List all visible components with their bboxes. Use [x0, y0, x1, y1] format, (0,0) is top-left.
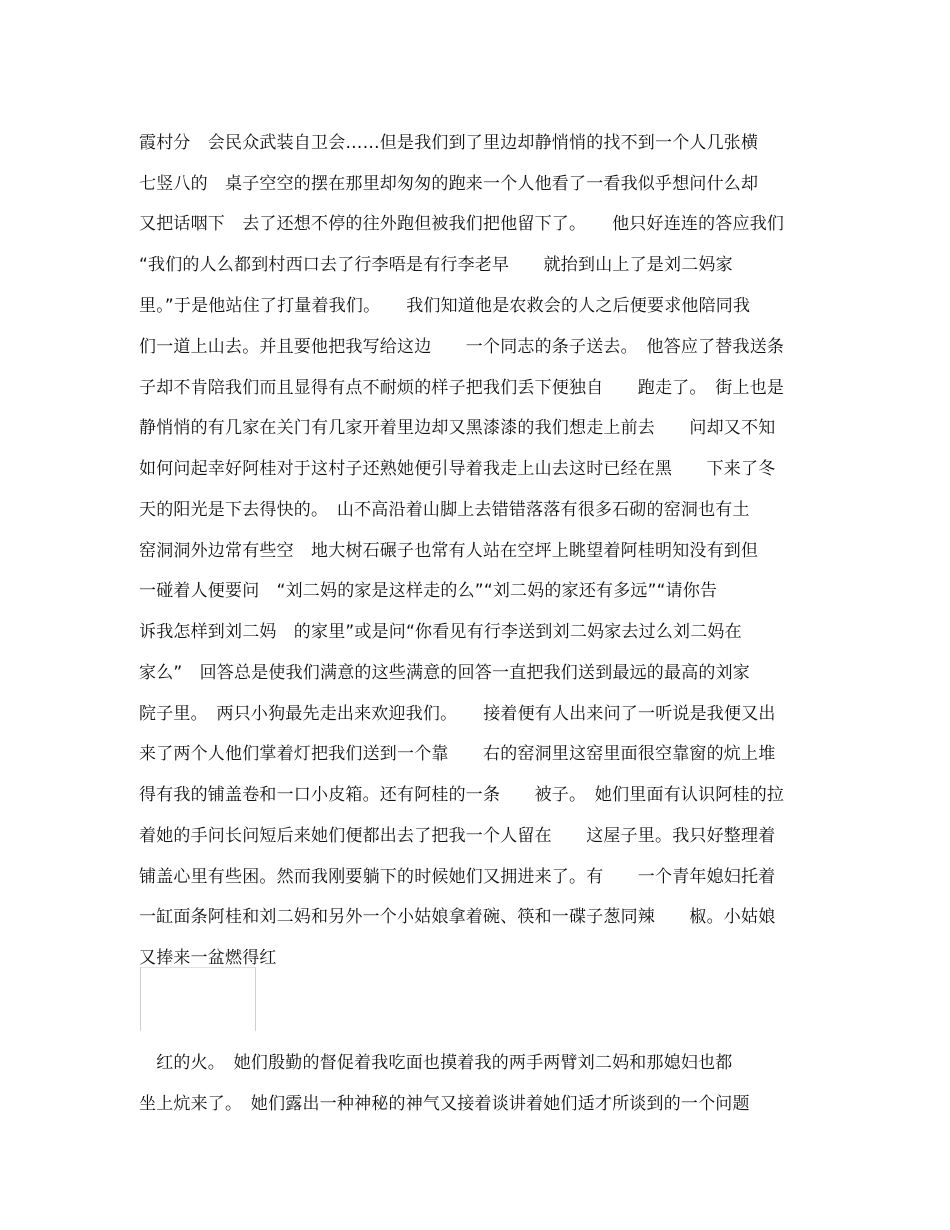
text-line: 一缸面条阿桂和刘二妈和另外一个小姑娘拿着碗、筷和一碟子葱同辣 椒。小姑娘 — [139, 907, 776, 927]
text-line: 铺盖心里有些困。然而我刚要躺下的时候她们又拥进来了。有 一个青年媳妇托着 — [139, 867, 776, 887]
text-line: 来了两个人他们掌着灯把我们送到一个靠 右的窑洞里这窑里面很空靠窗的炕上堆 — [139, 744, 776, 764]
text-line: 诉我怎样到刘二妈 的家里”或是问“你看见有行李送到刘二妈家去过么刘二妈在 — [139, 622, 742, 642]
text-line: “我们的人么都到村西口去了行李唔是有行李老早 就抬到山上了是刘二妈家 — [139, 255, 733, 275]
text-line: 着她的手问长问短后来她们便都出去了把我一个人留在 这屋子里。我只好整理着 — [139, 826, 776, 846]
text-line: 如何问起幸好阿桂对于这村子还熟她便引导着我走上山去这时已经在黑 下来了冬 — [139, 459, 776, 479]
text-line: 子却不肯陪我们而且显得有点不耐烦的样子把我们丢下便独自 跑走了。 街上也是 — [139, 378, 785, 398]
text-line: 又把话咽下 去了还想不停的往外跑但被我们把他留下了。 他只好连连的答应我们 — [139, 214, 785, 234]
text-line: 天的阳光是下去得快的。 山不高沿着山脚上去错错落落有很多石砌的窑洞也有土 — [139, 500, 750, 520]
text-line: 七竖八的 桌子空空的摆在那里却匆匆的跑来一个人他看了一看我似乎想问什么却 — [139, 174, 759, 194]
text-line: 红的火。 她们殷勤的督促着我吃面也摸着我的两手两臂刘二妈和那媳妇也都 — [139, 1053, 733, 1073]
text-line: 里。”于是他站住了打量着我们。 我们知道他是农救会的人之后便要求他陪同我 — [139, 296, 751, 316]
blank-figure-frame — [140, 967, 256, 1031]
text-line: 窑洞洞外边常有些空 地大树石碾子也常有人站在空坪上眺望着阿桂明知没有到但 — [139, 541, 759, 561]
text-line: 霞村分 会民众武装自卫会……但是我们到了里边却静悄悄的找不到一个人几张横 — [139, 133, 759, 153]
text-line: 得有我的铺盖卷和一口小皮箱。还有阿桂的一条 被子。 她们里面有认识阿桂的拉 — [139, 785, 785, 805]
text-line: 院子里。 两只小狗最先走出来欢迎我们。 接着便有人出来问了一听说是我便又出 — [139, 704, 776, 724]
text-line: 一碰着人便要问 “刘二妈的家是这样走的么”“刘二妈的家还有多远”“请你告 — [139, 581, 718, 601]
text-line: 坐上炕来了。 她们露出一种神秘的神气又接着谈讲着她们适才所谈到的一个问题 — [139, 1094, 750, 1114]
text-line: 们一道上山去。并且要他把我写给这边 一个同志的条子送去。 他答应了替我送条 — [139, 337, 785, 357]
text-line: 家么” 回答总是使我们满意的这些满意的回答一直把我们送到最远的最高的刘家 — [139, 663, 751, 683]
text-line: 又捧来一盆燃得红 — [139, 948, 277, 968]
text-line: 静悄悄的有几家在关门有几家开着里边却又黑漆漆的我们想走上前去 问却又不知 — [139, 418, 776, 438]
